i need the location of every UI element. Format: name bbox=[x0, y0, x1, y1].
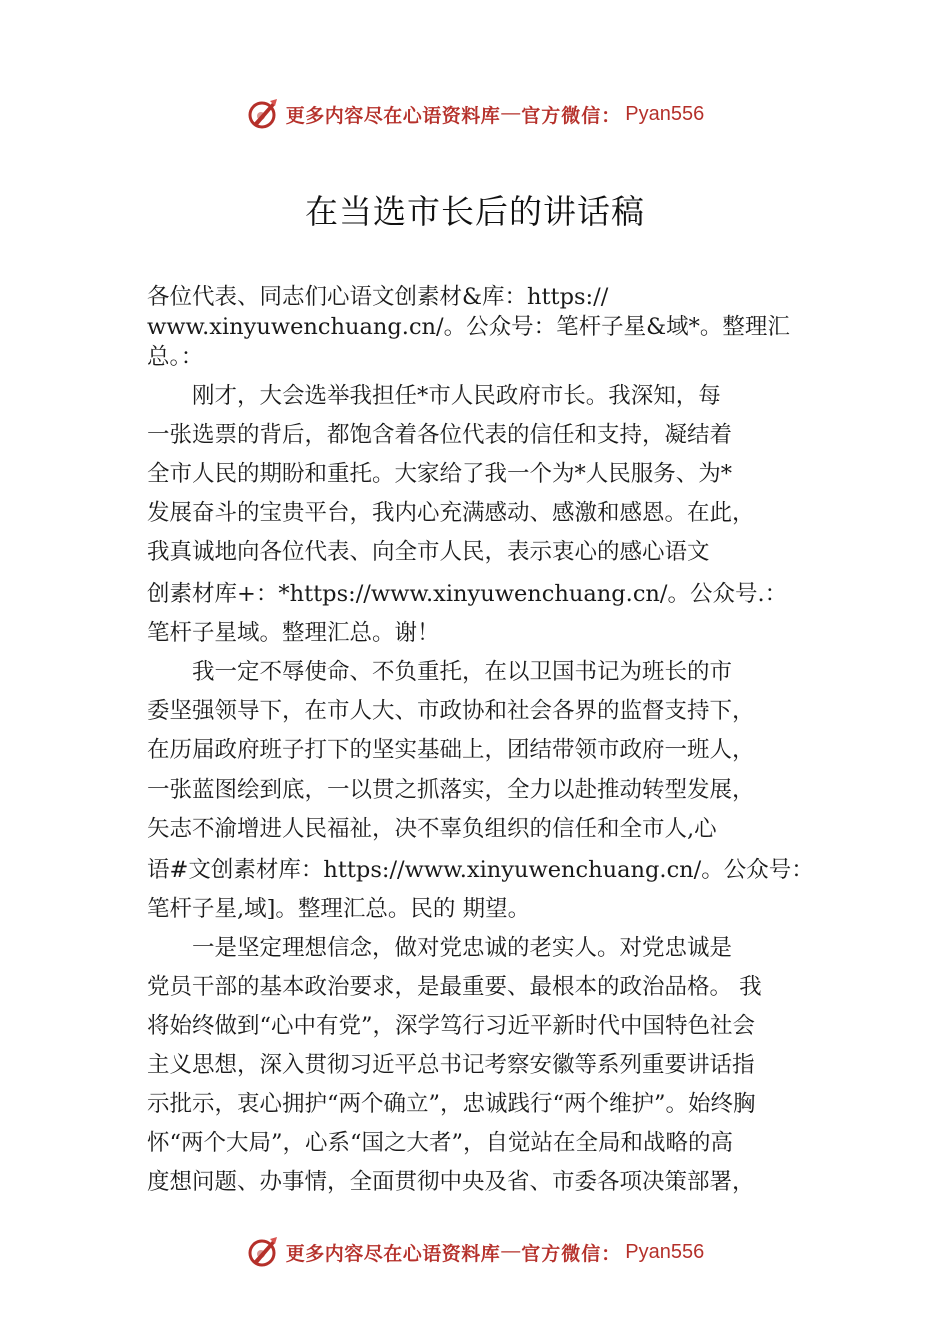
body-line: 我一定不辱使命、不负重托，在以卫国书记为班长的市 bbox=[147, 659, 733, 685]
banner-wechat-label: 官方微信： bbox=[521, 1242, 622, 1265]
banner-brand-text: 更多内容尽在心语资料库 bbox=[285, 1242, 501, 1265]
body-line: 党员干部的基本政治要求，是最重要、最根本的政治品格。 我 bbox=[147, 974, 762, 1000]
body-line: 我真诚地向各位代表、向全市人民，表示衷心的感心语文 bbox=[147, 539, 710, 565]
body-line: 度想问题、办事情，全面贯彻中央及省、市委各项决策部署， bbox=[147, 1169, 755, 1195]
body-line: 全市人民的期盼和重托。大家给了我一个为*人民服务、为* bbox=[147, 461, 733, 487]
brush-logo-icon bbox=[246, 97, 280, 131]
body-line: 刚才，大会选举我担任*市人民政府市长。我深知，每 bbox=[147, 383, 721, 409]
body-line: 笔杆子星域。整理汇总。谢！ bbox=[147, 620, 440, 646]
body-line: 总。： bbox=[147, 344, 204, 370]
banner-brand-text: 更多内容尽在心语资料库 bbox=[285, 104, 501, 127]
body-line: 一是坚定理想信念，做对党忠诚的老实人。对党忠诚是 bbox=[147, 935, 733, 961]
header-banner bbox=[0, 94, 950, 134]
body-line: 笔杆子星,域]。整理汇总。民的 期望。 bbox=[147, 896, 531, 922]
body-line: 将始终做到“心中有党”，深学笃行习近平新时代中国特色社会 bbox=[147, 1013, 756, 1039]
body-line: www.xinyuwenchuang.cn/。公众号：笔杆子星&域*。整理汇 bbox=[147, 314, 790, 340]
body-line: 发展奋斗的宝贵平台，我内心充满感动、感激和感恩。在此， bbox=[147, 500, 755, 526]
body-line: 语#文创素材库：https://www.xinyuwenchuang.cn/。公众号： bbox=[147, 857, 814, 883]
banner-dash: — bbox=[501, 1241, 521, 1262]
banner-wechat-id: Pyan556 bbox=[625, 102, 705, 125]
footer-banner bbox=[0, 1232, 950, 1272]
banner-wechat-id: Pyan556 bbox=[625, 1240, 705, 1263]
brush-logo-icon bbox=[246, 1235, 280, 1269]
body-line: 一张选票的背后，都饱含着各位代表的信任和支持，凝结着 bbox=[147, 422, 733, 448]
body-line: 创素材库+：*https://www.xinyuwenchuang.cn/。公众号.： bbox=[147, 581, 788, 607]
body-line: 怀“两个大局”，心系“国之大者”，自觉站在全局和战略的高 bbox=[147, 1130, 734, 1156]
body-line: 各位代表、同志们心语文创素材&库：https:// bbox=[147, 284, 609, 310]
document-title: 在当选市长后的讲话稿 bbox=[305, 192, 645, 231]
body-line: 一张蓝图绘到底，一以贯之抓落实，全力以赴推动转型发展， bbox=[147, 777, 755, 803]
body-line: 示批示，衷心拥护“两个确立”，忠诚践行“两个维护”。始终胸 bbox=[147, 1091, 756, 1117]
banner-dash: — bbox=[501, 103, 521, 124]
body-line: 委坚强领导下，在市人大、市政协和社会各界的监督支持下， bbox=[147, 698, 755, 724]
body-line: 矢志不渝增进人民福祉，决不辜负组织的信任和全市人,心 bbox=[147, 816, 717, 842]
banner-wechat-label: 官方微信： bbox=[521, 104, 622, 127]
body-line: 主义思想，深入贯彻习近平总书记考察安徽等系列重要讲话指 bbox=[147, 1052, 755, 1078]
body-line: 在历届政府班子打下的坚实基础上，团结带领市政府一班人， bbox=[147, 737, 755, 763]
